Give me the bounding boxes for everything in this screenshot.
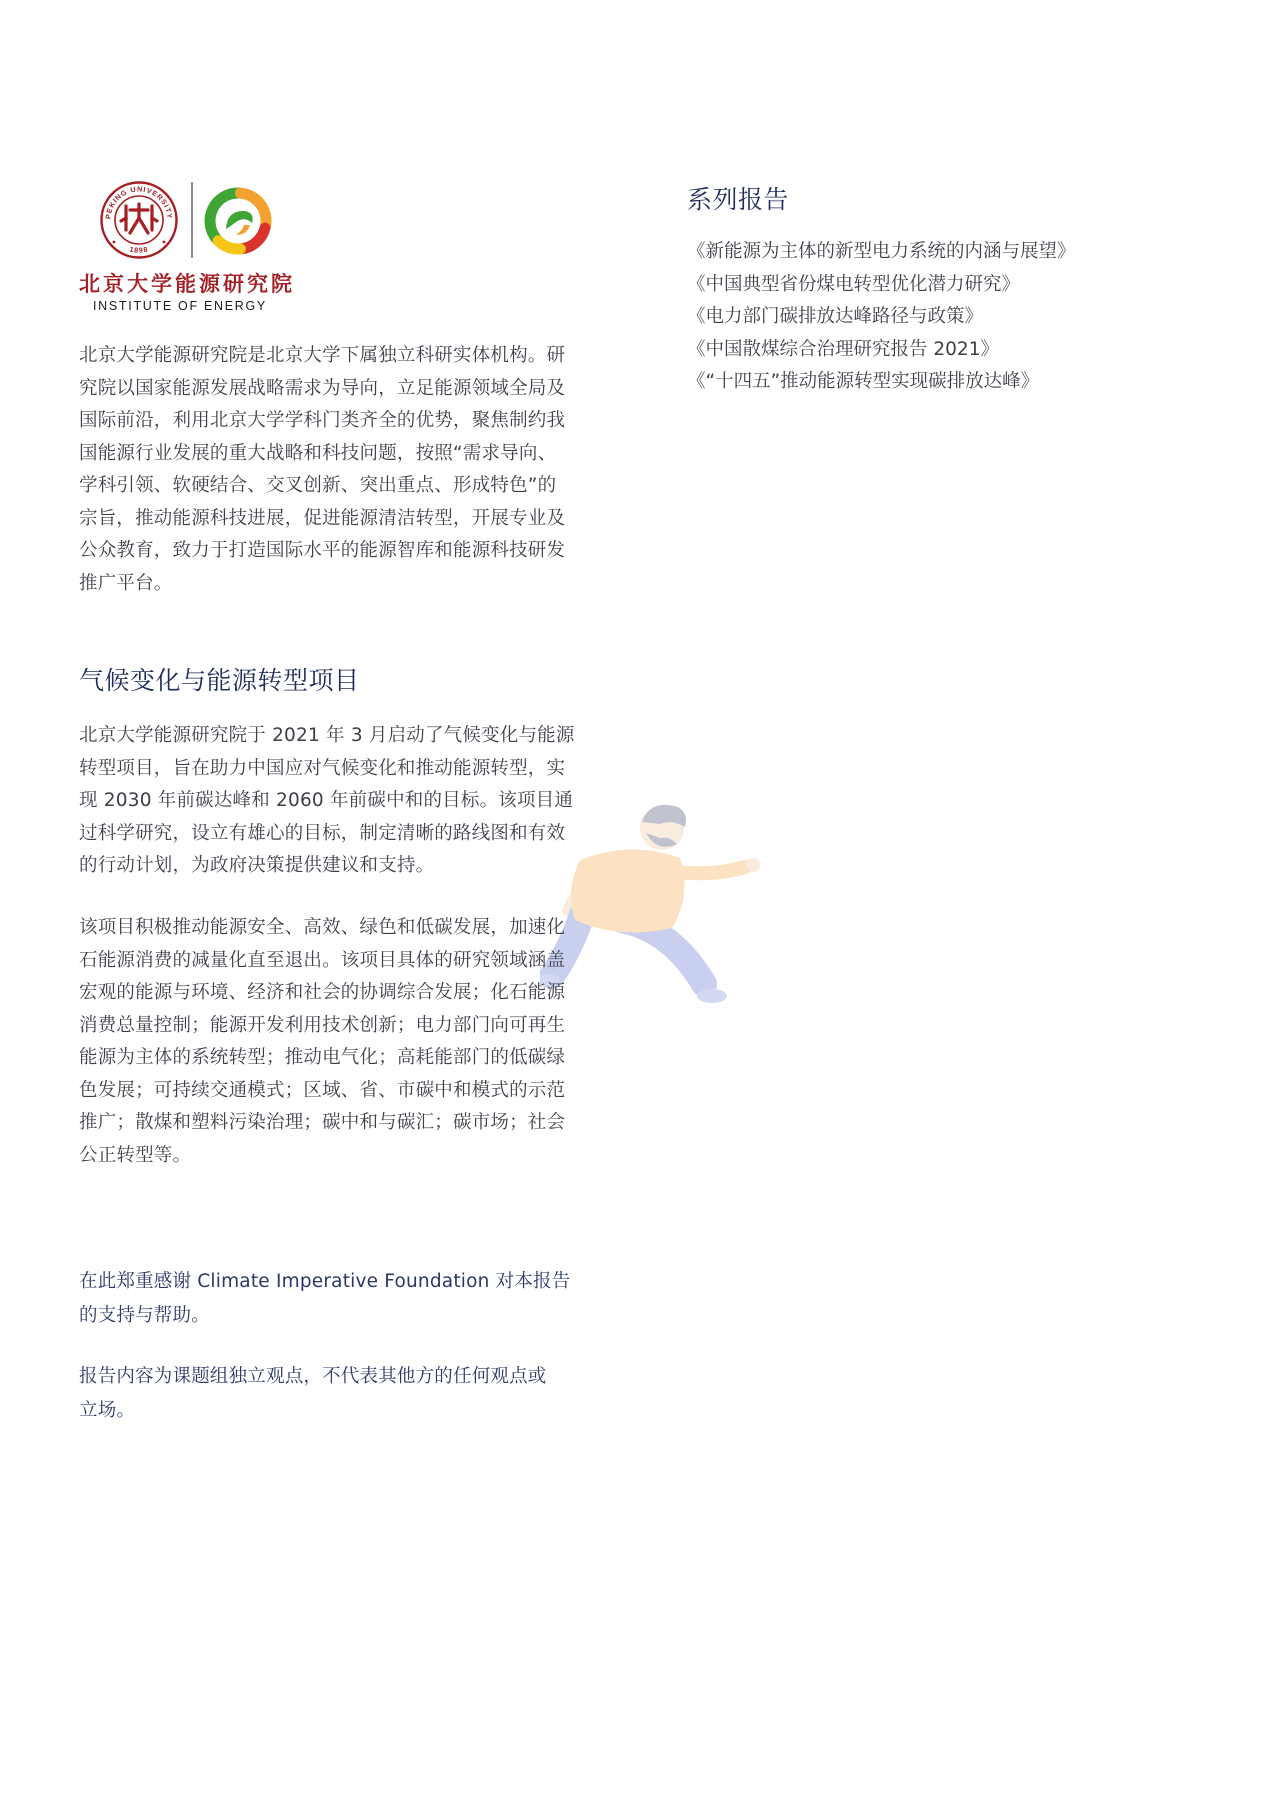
project-line: 推广；散煤和塑料污染治理；碳中和与碳汇；碳市场；社会 xyxy=(79,1112,566,1133)
institute-name-en: INSTITUTE OF ENERGY xyxy=(93,299,267,313)
peking-university-seal-icon xyxy=(99,180,179,260)
intro-paragraph xyxy=(79,340,565,600)
series-heading: 系列报告 xyxy=(687,185,790,214)
series-item: 《“十四五”推动能源转型实现碳排放达峰》 xyxy=(687,371,1040,392)
series-list xyxy=(687,236,1076,399)
svg-text:1898: 1898 xyxy=(128,244,150,255)
intro-line: 究院以国家能源发展战略需求为导向，立足能源领域全局及 xyxy=(79,377,566,399)
project-paragraph-2 xyxy=(79,912,565,1172)
project-line: 的行动计划，为政府决策提供建议和支持。 xyxy=(79,855,435,876)
series-item: 《新能源为主体的新型电力系统的内涵与展望》 xyxy=(687,241,1076,262)
acknowledgement-thanks xyxy=(79,1265,570,1332)
energy-institute-emblem-icon xyxy=(200,183,276,259)
project-line: 色发展；可持续交通模式；区域、省、市碳中和模式的示范 xyxy=(79,1079,566,1101)
intro-line: 国能源行业发展的重大战略和科技问题，按照“需求导向、 xyxy=(79,442,557,464)
project-line: 公正转型等。 xyxy=(79,1144,192,1166)
project-paragraph-1 xyxy=(79,720,575,883)
series-item: 《中国散煤综合治理研究报告 2021》 xyxy=(687,338,999,360)
project-line: 该项目积极推动能源安全、高效、绿色和低碳发展，加速化 xyxy=(79,917,566,938)
intro-line: 学科引领、软硬结合、交叉创新、突出重点、形成特色”的 xyxy=(79,475,557,496)
project-line: 北京大学能源研究院于 2021 年 3 月启动了气候变化与能源 xyxy=(79,725,575,746)
series-item: 《中国典型省份煤电转型优化潜力研究》 xyxy=(687,273,1021,295)
intro-line: 推广平台。 xyxy=(79,572,173,594)
project-line: 能源为主体的系统转型；推动电气化；高耗能部门的低碳绿 xyxy=(79,1047,566,1068)
project-line: 消费总量控制；能源开发利用技术创新；电力部门向可再生 xyxy=(79,1014,566,1036)
institute-logo xyxy=(79,178,309,318)
intro-line: 公众教育，致力于打造国际水平的能源智库和能源科技研发 xyxy=(79,540,566,561)
intro-line: 国际前沿，利用北京大学学科门类齐全的优势，聚焦制约我 xyxy=(79,410,566,431)
logo-divider xyxy=(191,182,193,258)
project-heading: 气候变化与能源转型项目 xyxy=(79,666,360,695)
series-item: 《电力部门碳排放达峰路径与政策》 xyxy=(687,306,984,327)
project-line: 宏观的能源与环境、经济和社会的协调综合发展；化石能源 xyxy=(79,982,566,1003)
svg-text:PEKING UNIVERSITY: PEKING UNIVERSITY xyxy=(103,184,175,220)
project-line: 石能源消费的减量化直至退出。该项目具体的研究领域涵盖 xyxy=(79,949,566,971)
thanks-line: 在此郑重感谢 Climate Imperative Foundation 对本报告 xyxy=(79,1271,571,1292)
project-line: 现 2030 年前碳达峰和 2060 年前碳中和的目标。该项目通 xyxy=(79,790,574,811)
project-line: 过科学研究，设立有雄心的目标，制定清晰的路线图和有效 xyxy=(79,822,566,844)
intro-line: 宗旨，推动能源科技进展，促进能源清洁转型，开展专业及 xyxy=(79,507,566,529)
intro-line: 北京大学能源研究院是北京大学下属独立科研实体机构。研 xyxy=(79,345,566,366)
acknowledgement-disclaimer xyxy=(79,1360,547,1428)
disclaimer-line: 立场。 xyxy=(79,1400,136,1421)
project-line: 转型项目，旨在助力中国应对气候变化和推动能源转型，实 xyxy=(79,757,566,779)
disclaimer-line: 报告内容为课题组独立观点，不代表其他方的任何观点或 xyxy=(79,1366,547,1387)
thanks-line: 的支持与帮助。 xyxy=(79,1304,210,1326)
institute-name-cn: 北京大学能源研究院 xyxy=(79,272,295,296)
